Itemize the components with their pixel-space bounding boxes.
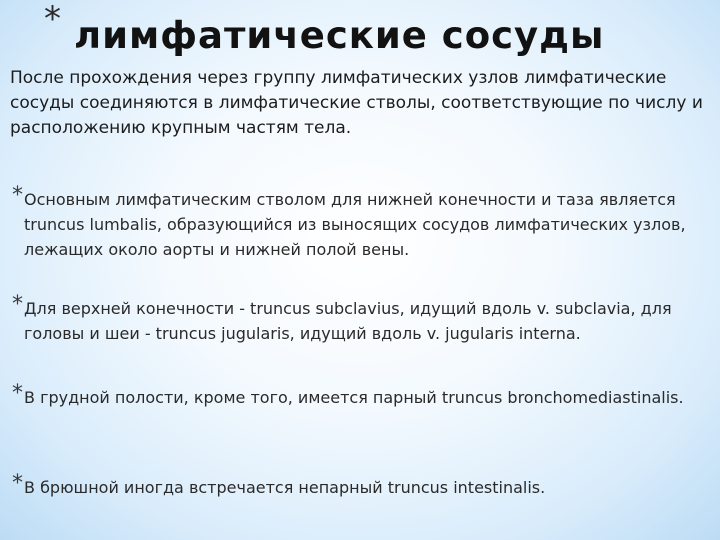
- bullet-marker: *: [12, 471, 23, 496]
- title-bullet-marker: *: [44, 0, 61, 39]
- slide-title: лимфатические сосуды: [74, 14, 605, 57]
- bullet-text: В грудной полости, кроме того, имеется парный truncus bronchomediastinalis.: [24, 388, 684, 407]
- intro-paragraph: После прохождения через группу лимфатических узлов лимфатические сосуды соединяются в лимфатические стволы, соответствующие по числу и расположению крупным частям тела.: [10, 68, 703, 138]
- bullet-text: Для верхней конечности - truncus subclavius, идущий вдоль v. subclavia, для головы и шеи - truncus jugularis, идущий вдоль v. jugularis interna.: [24, 299, 672, 343]
- bullet-text: В брюшной иногда встречается непарный truncus intestinalis.: [24, 478, 546, 497]
- bullet-marker: *: [12, 183, 23, 208]
- bullet-marker: *: [12, 292, 23, 317]
- bullet-marker: *: [12, 381, 23, 406]
- bullet-text: Основным лимфатическим стволом для нижней конечности и таза является truncus lumbalis, образующийся из выносящих сосудов лимфатических узлов, лежащих около аорты и нижней полой вены.: [24, 190, 686, 259]
